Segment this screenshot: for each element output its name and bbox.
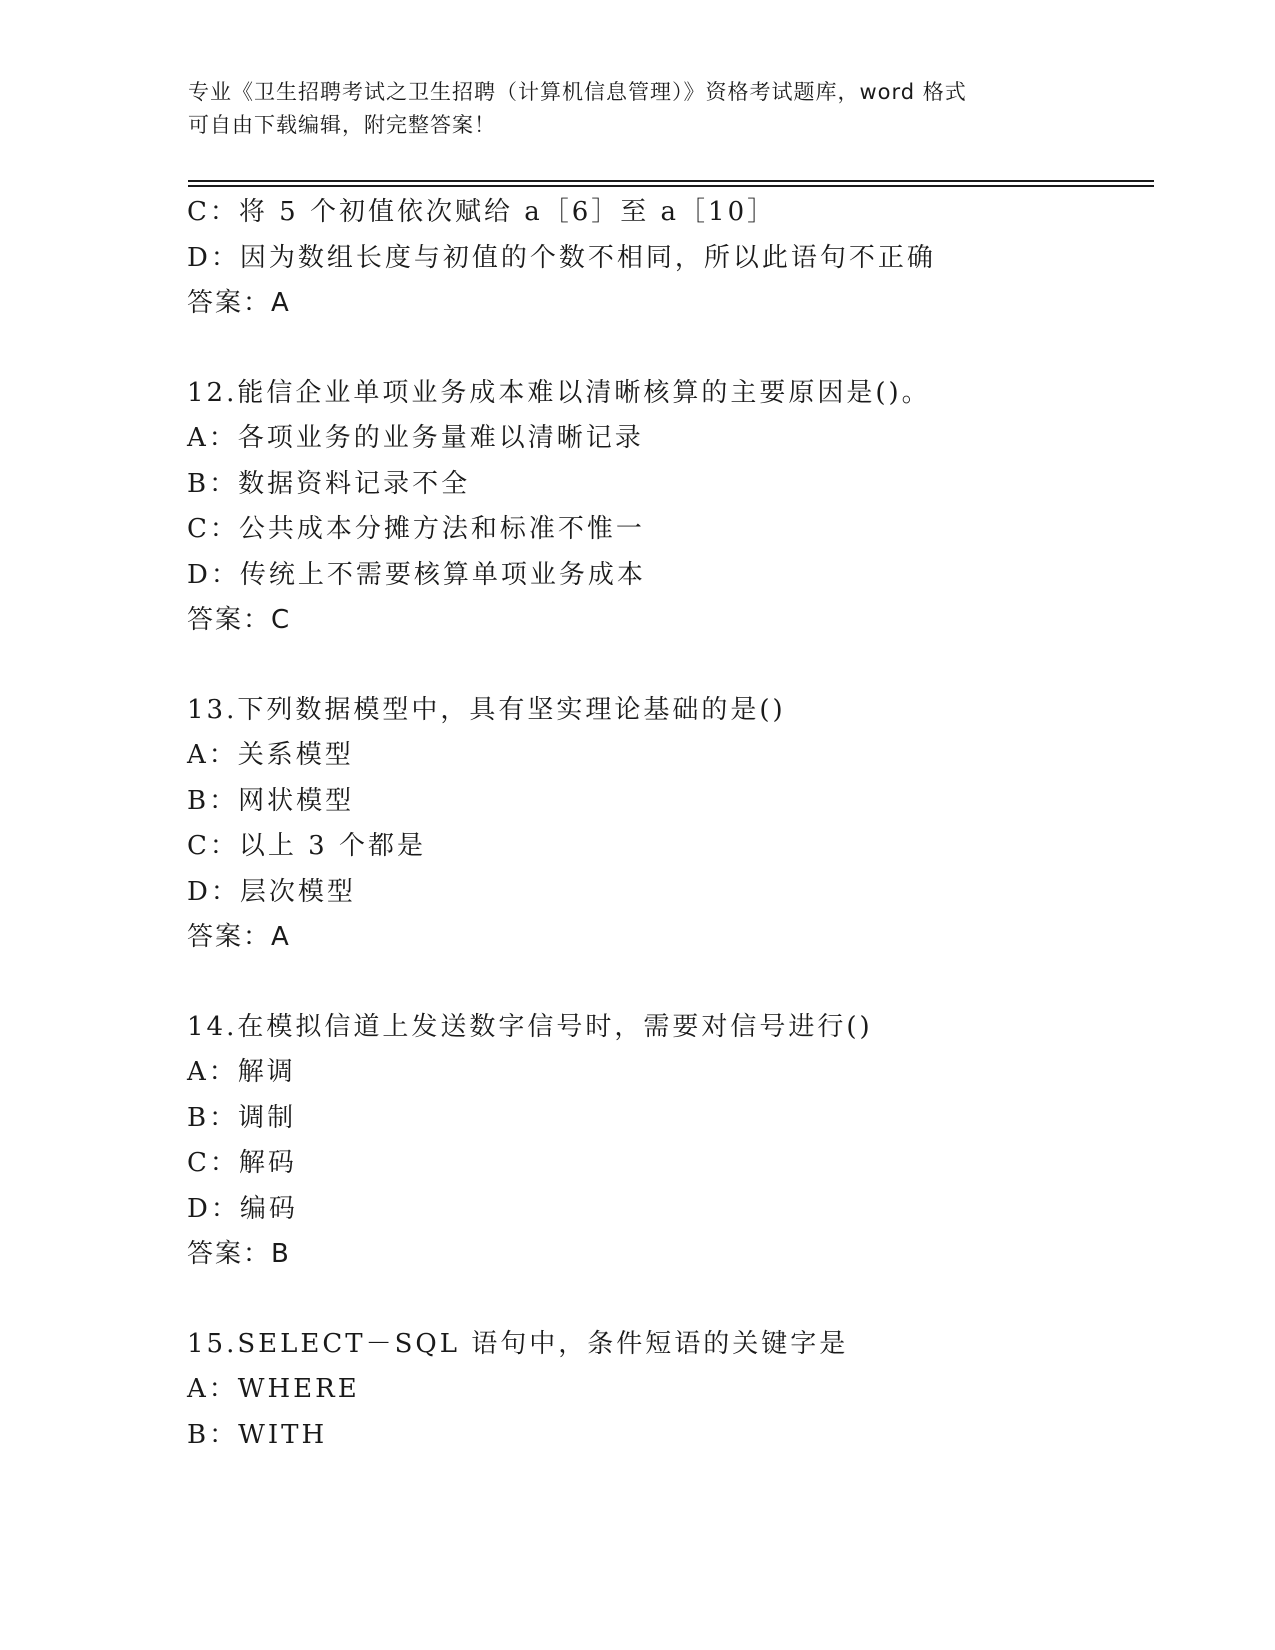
option-b: B：网状模型 (187, 785, 355, 816)
option-c: C：将 5 个初值依次赋给 a［6］至 a［10］ (187, 197, 777, 227)
option-b: B：WITH (187, 1419, 328, 1450)
question-13 (187, 688, 1167, 961)
question-list (187, 190, 1167, 1458)
question-11-continued (187, 190, 1167, 327)
spacer (187, 961, 1167, 1005)
option-c: C：以上 3 个都是 (187, 831, 426, 861)
option-a: A：解调 (187, 1057, 296, 1087)
question-12 (187, 371, 1167, 644)
option-a: A：WHERE (187, 1374, 360, 1404)
option-c: C：解码 (187, 1148, 297, 1178)
header-divider-bottom (188, 185, 1154, 187)
option-d: D：编码 (187, 1193, 298, 1224)
option-a: A：关系模型 (187, 740, 354, 770)
spacer (187, 327, 1167, 371)
option-d: D：传统上不需要核算单项业务成本 (187, 559, 646, 590)
answer-line: 答案：B (187, 1239, 291, 1269)
option-b: B：数据资料记录不全 (187, 468, 471, 499)
option-b: B：调制 (187, 1102, 297, 1133)
header-line-1: 专业《卫生招聘考试之卫生招聘（计算机信息管理）》资格考试题库，word 格式 (188, 80, 967, 104)
question-stem: 12.能信企业单项业务成本难以清晰核算的主要原因是()。 (187, 377, 931, 408)
question-stem: 15.SELECT－SQL 语句中，条件短语的关键字是 (187, 1328, 849, 1359)
document-header (188, 76, 1068, 142)
answer-line: 答案：C (187, 605, 292, 635)
option-d: D：层次模型 (187, 876, 356, 907)
spacer (187, 1278, 1167, 1322)
option-a: A：各项业务的业务量难以清晰记录 (187, 423, 644, 453)
question-stem: 13.下列数据模型中，具有坚实理论基础的是() (187, 694, 786, 725)
question-stem: 14.在模拟信道上发送数字信号时，需要对信号进行() (187, 1011, 873, 1042)
spacer (187, 644, 1167, 688)
answer-line: 答案：A (187, 922, 291, 952)
option-c: C：公共成本分摊方法和标准不惟一 (187, 514, 645, 544)
answer-line: 答案：A (187, 288, 291, 318)
header-line-2: 可自由下载编辑，附完整答案！ (188, 113, 496, 137)
header-divider-top (188, 180, 1154, 182)
question-14 (187, 1005, 1167, 1278)
option-d: D：因为数组长度与初值的个数不相同，所以此语句不正确 (187, 242, 936, 273)
question-15 (187, 1322, 1167, 1459)
